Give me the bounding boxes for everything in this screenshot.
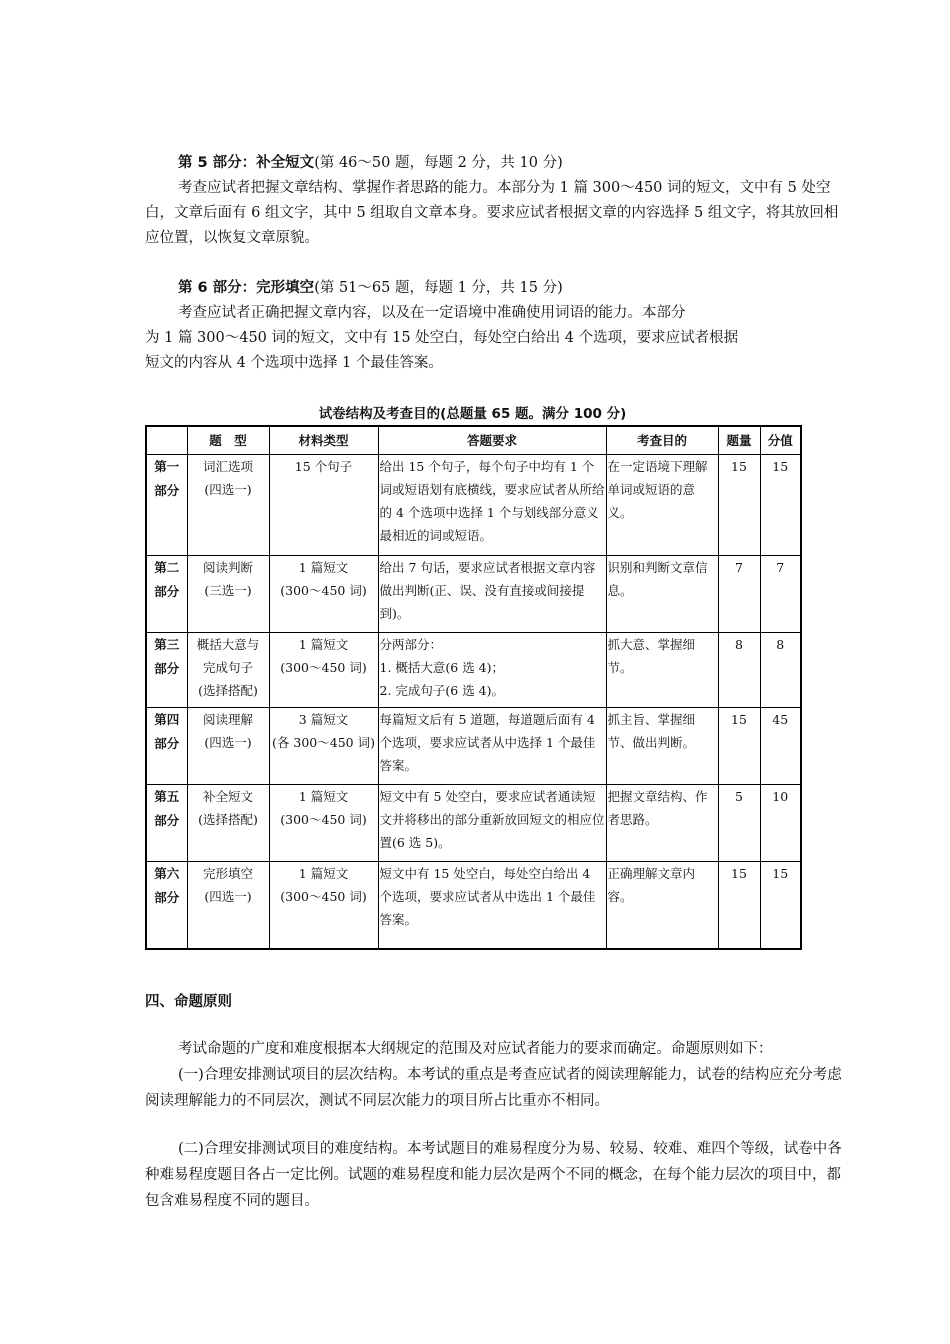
requirement-line: 1. 概括大意(6 选 4)；: [379, 660, 505, 675]
requirement-cell: 给出 7 句话，要求应试者根据文章内容做出判断(正、误、没有直接或间接提到)。: [378, 556, 606, 633]
count-cell: 15: [718, 455, 760, 556]
section-6-title-rest: (第 51～65 题，每题 1 分，共 15 分): [314, 280, 563, 296]
type-line: 阅读理解: [202, 712, 253, 727]
part-cell: [146, 862, 187, 949]
count-cell: 15: [718, 708, 760, 785]
header-purpose: 考查目的: [606, 426, 718, 455]
part-line: 部分: [154, 584, 180, 599]
requirement-cell: [378, 633, 606, 708]
table-row: [146, 556, 801, 633]
material-cell: [269, 785, 378, 862]
purpose-cell: 抓主旨、掌握细节、做出判断。: [606, 708, 718, 785]
principles-paragraph-2-block: [145, 1136, 855, 1214]
requirement-cell: 短文中有 15 处空白，每处空白给出 4 个选项，要求应试者从中选出 1 个最佳答案。: [378, 862, 606, 949]
header-part: [146, 426, 187, 455]
part-cell: [146, 556, 187, 633]
type-line: 完成句子: [202, 660, 253, 675]
score-cell: 45: [760, 708, 801, 785]
type-line: 概括大意与: [196, 637, 260, 652]
requirement-cell: 短文中有 5 处空白，要求应试者通读短文并将移出的部分重新放回短文的相应位置(6 选 5)。: [378, 785, 606, 862]
material-line: 3 篇短文: [298, 712, 349, 727]
material-cell: [269, 455, 378, 556]
material-cell: [269, 633, 378, 708]
purpose-cell: 正确理解文章内容。: [606, 862, 718, 949]
material-cell: [269, 708, 378, 785]
part-line: 部分: [154, 483, 180, 498]
type-line: (四选一): [204, 735, 252, 750]
principles-intro-block: [145, 1036, 855, 1114]
score-cell: 15: [760, 455, 801, 556]
type-cell: [187, 556, 269, 633]
requirement-line: 2. 完成句子(6 选 4)。: [379, 683, 505, 698]
requirement-line: 分两部分：: [379, 637, 443, 652]
part-line: 第三: [154, 637, 180, 652]
material-line: (各 300～450 词): [272, 735, 375, 750]
section-5-body: 考查应试者把握文章结构、掌握作者思路的能力。本部分为 1 篇 300～450 词的短文，文中有 5 处空白，文章后面有 6 组文字，其中 5 组取自文章本身。要求应试者根据文章的内容选择 5 组文字，将其放回相应位置，以恢复文章原貌。: [145, 180, 839, 246]
score-cell: 15: [760, 862, 801, 949]
material-line: (300～450 词): [280, 583, 367, 598]
part-cell: [146, 785, 187, 862]
principles-paragraph-1: (一)合理安排测试项目的层次结构。本考试的重点是考查应试者的阅读理解能力，试卷的结构应充分考虑阅读理解能力的不同层次，测试不同层次能力的项目所占比重亦不相同。: [145, 1067, 842, 1109]
type-line: 阅读判断: [202, 560, 253, 575]
part-line: 部分: [154, 890, 180, 905]
section-5-title-rest: (第 46～50 题，每题 2 分，共 10 分): [314, 155, 563, 171]
part-line: 部分: [154, 661, 180, 676]
table-row: [146, 455, 801, 556]
part-cell: [146, 708, 187, 785]
material-cell: [269, 556, 378, 633]
score-cell: 10: [760, 785, 801, 862]
table-row: [146, 708, 801, 785]
header-score: 分值: [760, 426, 801, 455]
type-line: 补全短文: [202, 789, 253, 804]
type-line: (四选一): [204, 482, 252, 497]
section-5: [145, 151, 850, 251]
purpose-cell: 在一定语境下理解单词或短语的意义。: [606, 455, 718, 556]
purpose-cell: 抓大意、掌握细节。: [606, 633, 718, 708]
section-6: [145, 276, 850, 376]
material-line: (300～450 词): [280, 889, 367, 904]
table-title: 试卷结构及考查目的(总题量 65 题。满分 100 分): [318, 406, 627, 422]
table-row: [146, 862, 801, 949]
purpose-cell: 把握文章结构、作者思路。: [606, 785, 718, 862]
type-line: (三选一): [204, 583, 252, 598]
material-line: 15 个句子: [294, 459, 353, 474]
part-line: 第四: [154, 712, 180, 727]
count-cell: 8: [718, 633, 760, 708]
type-line: 完形填空: [202, 866, 253, 881]
section-6-title-bold: 第 6 部分：完形填空: [178, 280, 315, 296]
part-line: 第六: [154, 866, 180, 881]
requirement-cell: 给出 15 个句子，每个句子中均有 1 个词或短语划有底横线，要求应试者从所给的 4 个选项中选择 1 个与划线部分意义最相近的词或短语。: [378, 455, 606, 556]
section-6-line-2: 为 1 篇 300～450 词的短文，文中有 15 处空白，每处空白给出 4 个选项，要求应试者根据: [145, 330, 739, 346]
header-material: 材料类型: [269, 426, 378, 455]
type-cell: [187, 785, 269, 862]
count-cell: 7: [718, 556, 760, 633]
material-line: 1 篇短文: [298, 789, 349, 804]
material-line: (300～450 词): [280, 660, 367, 675]
part-line: 第二: [154, 560, 180, 575]
type-line: (选择搭配): [198, 683, 258, 698]
score-cell: 7: [760, 556, 801, 633]
header-requirement: 答题要求: [378, 426, 606, 455]
header-type: 题 型: [187, 426, 269, 455]
exam-structure-table: [145, 425, 802, 950]
type-cell: [187, 862, 269, 949]
requirement-cell: 每篇短文后有 5 道题，每道题后面有 4 个选项，要求应试者从中选择 1 个最佳答案。: [378, 708, 606, 785]
part-line: 第一: [154, 459, 180, 474]
part-cell: [146, 633, 187, 708]
purpose-cell: 识别和判断文章信息。: [606, 556, 718, 633]
material-line: 1 篇短文: [298, 866, 349, 881]
section-5-title: [145, 151, 850, 176]
header-count: 题量: [718, 426, 760, 455]
part-line: 部分: [154, 813, 180, 828]
table-row: [146, 633, 801, 708]
count-cell: 5: [718, 785, 760, 862]
section-6-line-1: 考查应试者正确把握文章内容，以及在一定语境中准确使用词语的能力。本部分: [178, 305, 686, 321]
principles-paragraph-2: (二)合理安排测试项目的难度结构。本考试题目的难易程度分为易、较易、较难、难四个等级，试卷中各种难易程度题目各占一定比例。试题的难易程度和能力层次是两个不同的概念，在每个能力层次的项目中，都包含难易程度不同的题目。: [145, 1141, 842, 1209]
type-cell: [187, 633, 269, 708]
type-cell: [187, 708, 269, 785]
material-line: 1 篇短文: [298, 560, 349, 575]
table-row: [146, 785, 801, 862]
material-line: 1 篇短文: [298, 637, 349, 652]
type-line: 词汇选项: [202, 459, 253, 474]
type-cell: [187, 455, 269, 556]
part-line: 部分: [154, 736, 180, 751]
type-line: (四选一): [204, 889, 252, 904]
material-line: (300～450 词): [280, 812, 367, 827]
part-cell: [146, 455, 187, 556]
count-cell: 15: [718, 862, 760, 949]
section-6-line-3: 短文的内容从 4 个选项中选择 1 个最佳答案。: [145, 355, 443, 371]
principles-intro: 考试命题的广度和难度根据本大纲规定的范围及对应试者能力的要求而确定。命题原则如下：: [178, 1041, 773, 1057]
section-heading-principles: 四、命题原则: [145, 994, 232, 1010]
table-header-row: [146, 426, 801, 455]
section-6-title: [145, 276, 850, 301]
score-cell: 8: [760, 633, 801, 708]
material-cell: [269, 862, 378, 949]
section-5-title-bold: 第 5 部分：补全短文: [178, 155, 315, 171]
part-line: 第五: [154, 789, 180, 804]
type-line: (选择搭配): [198, 812, 258, 827]
